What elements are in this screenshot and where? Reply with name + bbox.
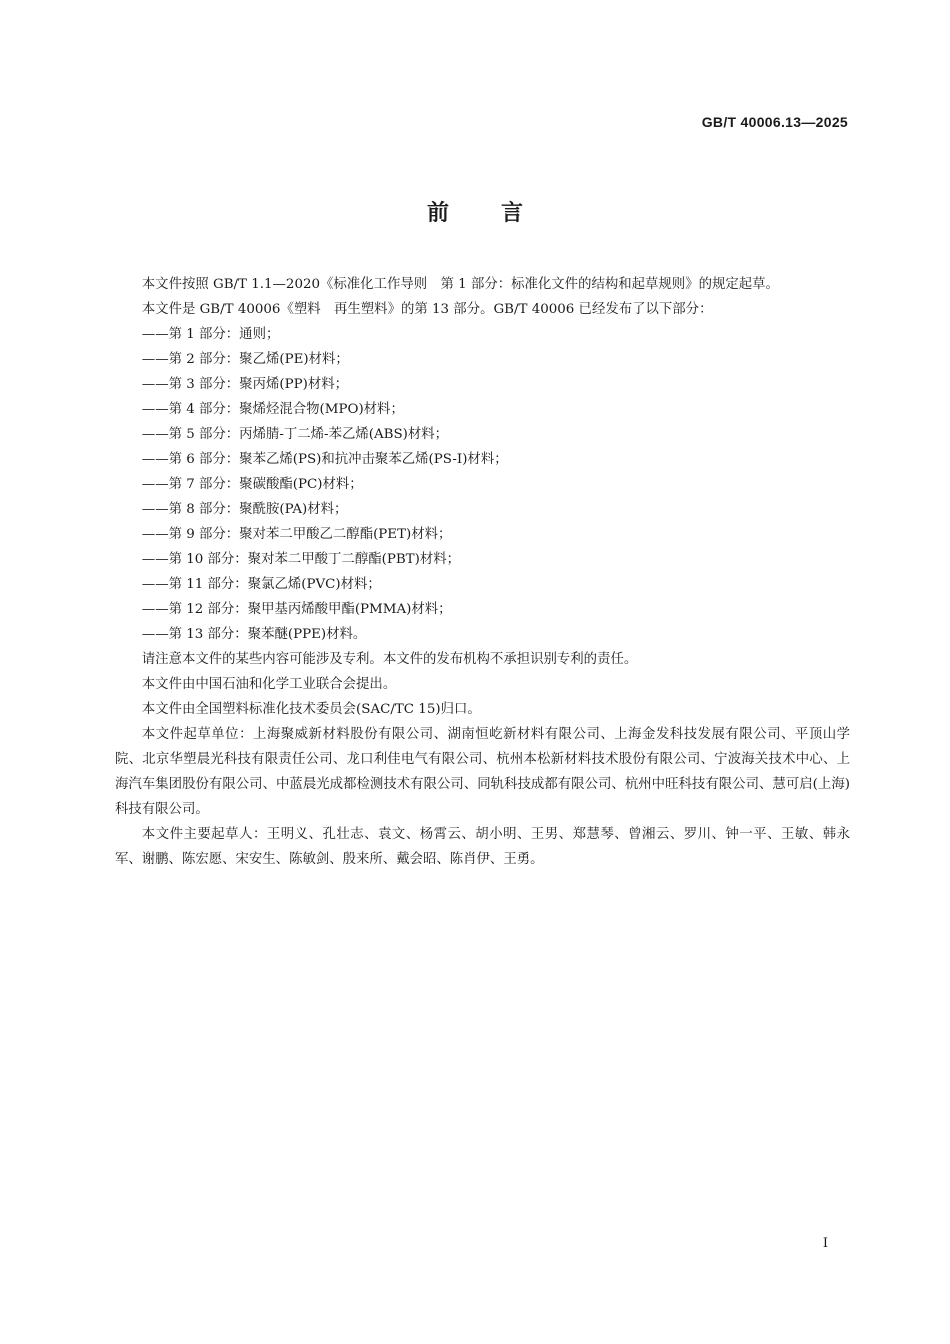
list-item: ——第 3 部分：聚丙烯(PP)材料； [141, 377, 348, 392]
drafting-rule-paragraph: 本文件按照 GB/T 1.1—2020《标准化工作导则 第 1 部分：标准化文件的结构和起草规则》的规定起草。 [141, 277, 779, 292]
list-item: ——第 4 部分：聚烯烃混合物(MPO)材料； [141, 402, 404, 417]
administered-by-paragraph: 本文件由全国塑料标准化技术委员会(SAC/TC 15)归口。 [141, 702, 481, 717]
list-item: ——第 10 部分：聚对苯二甲酸丁二醇酯(PBT)材料； [141, 552, 460, 567]
list-item: ——第 11 部分：聚氯乙烯(PVC)材料； [141, 577, 381, 592]
foreword-body [115, 272, 850, 872]
list-item: ——第 13 部分：聚苯醚(PPE)材料。 [141, 627, 367, 642]
list-item: ——第 2 部分：聚乙烯(PE)材料； [141, 352, 349, 367]
drafters-paragraph: 本文件主要起草人：王明义、孔壮志、袁文、杨霄云、胡小明、王男、郑慧琴、曾湘云、罗川、钟一平、王敏、韩永军、谢鹏、陈宏愿、宋安生、陈敏剑、殷来所、戴会昭、陈肖伊、王勇。 [115, 827, 850, 867]
series-paragraph: 本文件是 GB/T 40006《塑料 再生塑料》的第 13 部分。GB/T 40006 已经发布了以下部分： [141, 302, 713, 317]
list-item: ——第 6 部分：聚苯乙烯(PS)和抗冲击聚苯乙烯(PS-I)材料； [141, 452, 508, 467]
list-item: ——第 9 部分：聚对苯二甲酸乙二醇酯(PET)材料； [141, 527, 452, 542]
page-title: 前言 [426, 201, 575, 226]
proposed-by-paragraph: 本文件由中国石油和化学工业联合会提出。 [141, 677, 397, 692]
page-number: I [822, 1236, 828, 1251]
list-item: ——第 7 部分：聚碳酸酯(PC)材料； [141, 477, 363, 492]
patent-notice-paragraph: 请注意本文件的某些内容可能涉及专利。本文件的发布机构不承担识别专利的责任。 [141, 652, 638, 667]
list-item: ——第 8 部分：聚酰胺(PA)材料； [141, 502, 348, 517]
standard-number: GB/T 40006.13—2025 [701, 114, 848, 130]
list-item: ——第 12 部分：聚甲基丙烯酸甲酯(PMMA)材料； [141, 602, 452, 617]
drafting-units-paragraph: 本文件起草单位：上海聚威新材料股份有限公司、湖南恒屹新材料有限公司、上海金发科技发展有限公司、平顶山学院、北京华塑晨光科技有限责任公司、龙口利佳电气有限公司、杭州本松新材料技术股份有限公司、宁波海关技术中心、上海汽车集团股份有限公司、中蓝晨光成都检测技术有限公司、同轨科技成都有限公司、杭州中旺科技有限公司、慧可启(上海)科技有限公司。 [115, 727, 850, 817]
list-item: ——第 5 部分：丙烯腈-丁二烯-苯乙烯(ABS)材料； [141, 427, 449, 442]
list-item: ——第 1 部分：通则； [141, 327, 280, 342]
